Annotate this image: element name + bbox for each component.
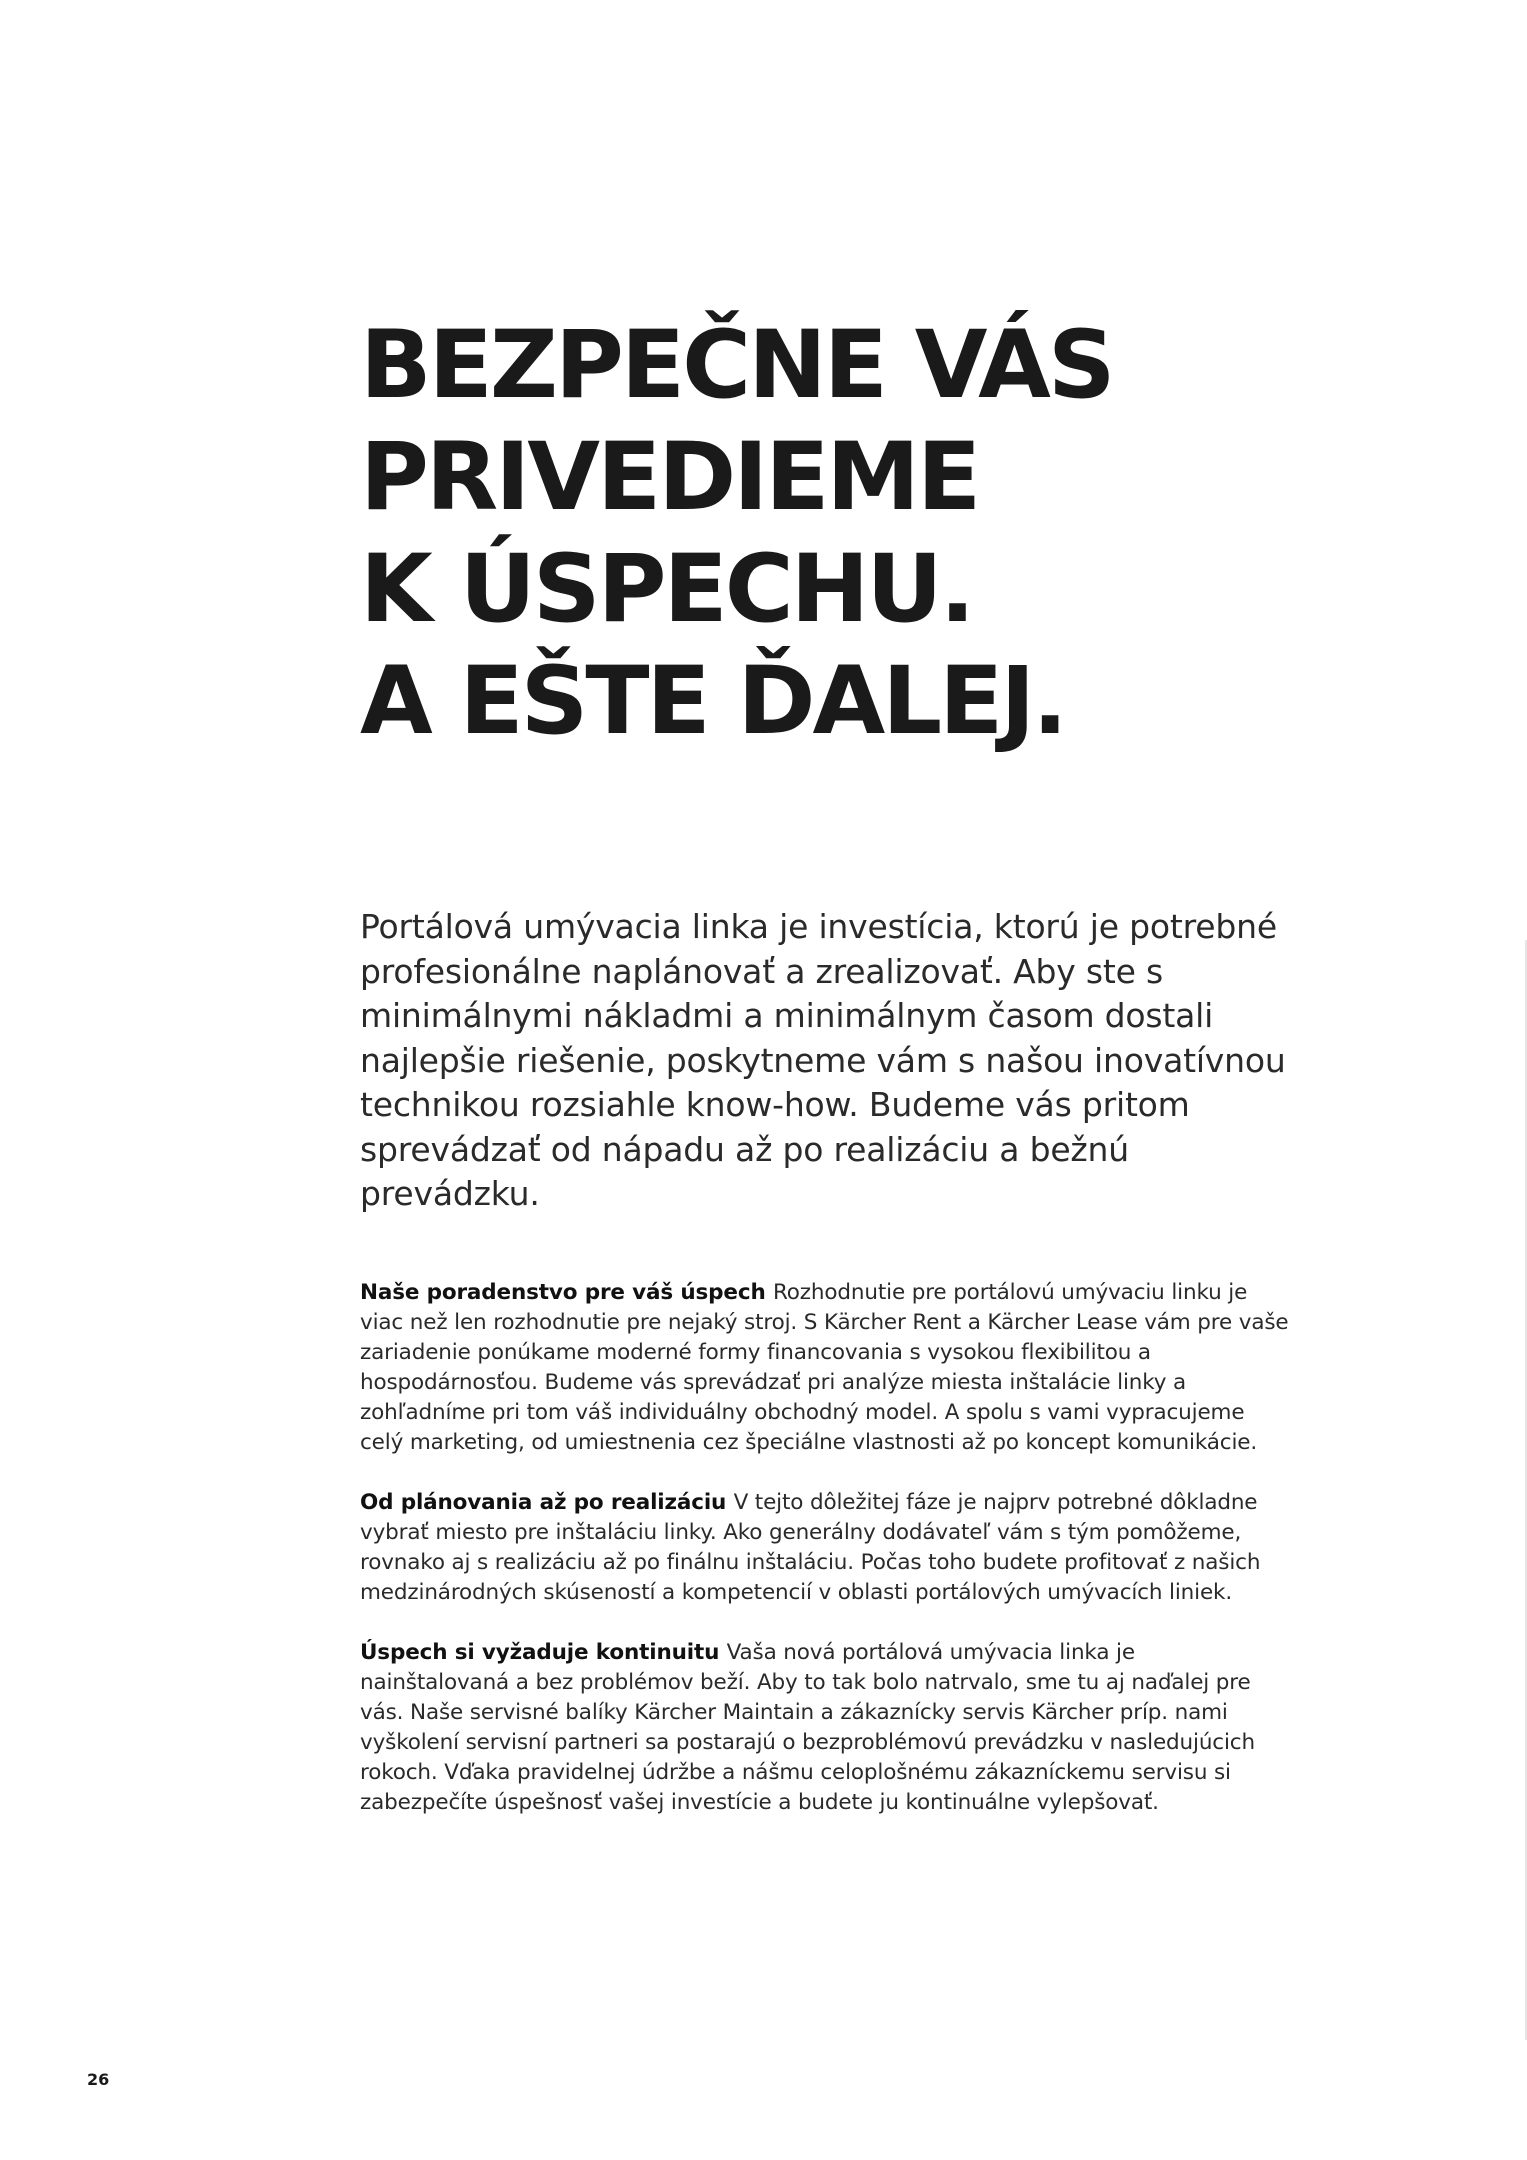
body-sections [360,1278,1290,1848]
page-content [360,310,1290,1815]
section-planning [360,1488,1290,1608]
section-consulting-text: Rozhodnutie pre portálovú umývaciu linku je viac než len rozhodnutie pre nejaký stroj. S Kärcher Rent a Kärcher Lease vám pre vaše zariadenie ponúkame moderné formy financovania s vysokou flexibilitou a hospodárnosťou. Budeme vás sprevádzať pri analýze miesta inštalácie linky a zohľadníme pri tom váš individuálny obchodný model. A spolu s vami vypracujeme celý marketing, od umiestnenia cez špeciálne vlastnosti až po koncept komunikácie. [360,1280,1289,1455]
section-continuity [360,1638,1290,1818]
section-continuity-text: Vaša nová portálová umývacia linka je nainštalovaná a bez problémov beží. Aby to tak bolo natrvalo, sme tu aj naďalej pre vás. Naše servisné balíky Kärcher Maintain a zákaznícky servis Kärcher príp. nami vyškolení servisní partneri sa postarajú o bezproblémovú prevádzku v nasledujúcich rokoch. Vďaka pravidelnej údržbe a nášmu celoplošnému zákazníckemu servisu si zabezpečíte úspešnosť vašej investície a budete ju kontinuálne vylepšovať. [360,1640,1255,1815]
heading-line-1: BEZPEČNE VÁS [360,311,1113,420]
section-continuity-title: Úspech si vyžaduje kontinuitu [360,1640,727,1665]
page-number: 26 [87,2070,110,2089]
section-planning-text: V tejto dôležitej fáze je najprv potrebné dôkladne vybrať miesto pre inštaláciu linky. Ako generálny dodávateľ vám s tým pomôžeme, rovnako aj s realizáciu až po finálnu inštaláciu. Počas toho budete profitovať z našich medzinárodných skúseností a kompetencií v oblasti portálových umývacích liniek. [360,1490,1261,1605]
heading-line-3: K ÚSPECHU. [360,535,973,644]
section-consulting-title: Naše poradenstvo pre váš úspech [360,1280,773,1305]
heading-line-2: PRIVEDIEME [360,423,979,532]
intro-paragraph: Portálová umývacia linka je investícia, ktorú je potrebné profesionálne naplánovať a zrealizovať. Aby ste s minimálnymi nákladmi a minimálnym časom dostali najlepšie riešenie, poskytneme vám s našou inovatívnou technikou rozsiahle know-how. Budeme vás pritom sprevádzať od nápadu až po realizáciu a bežnú prevádzku. [360,907,1286,1213]
section-consulting [360,1278,1290,1458]
section-planning-title: Od plánovania až po realizáciu [360,1490,734,1515]
heading-line-4: A EŠTE ĎALEJ. [360,647,1066,756]
page-heading [360,310,1290,758]
